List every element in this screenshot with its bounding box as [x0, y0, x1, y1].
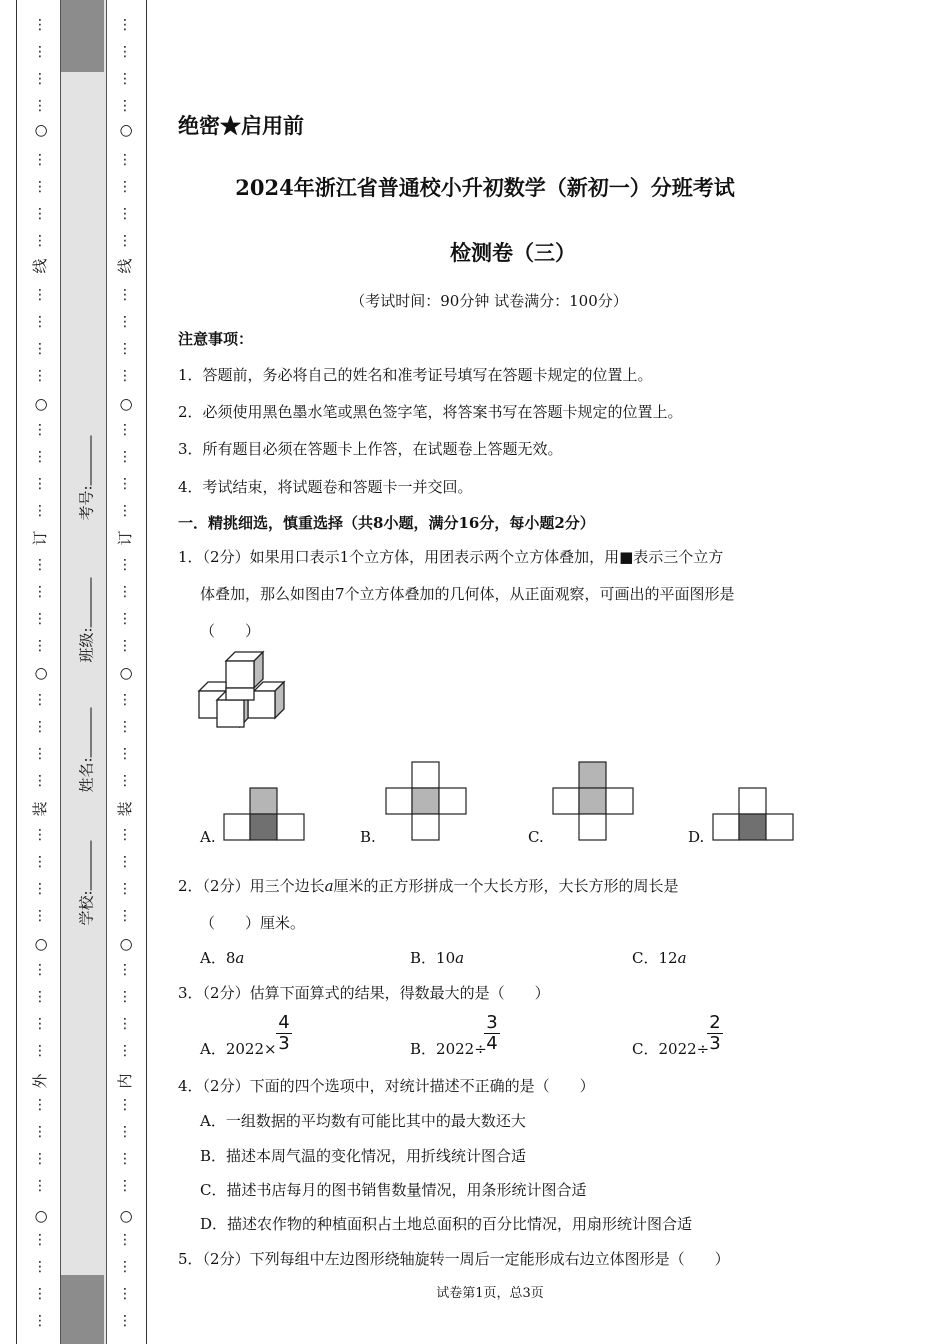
cut-line-dots: ⋮: [118, 422, 132, 438]
q1-option-d-figure: [712, 787, 794, 841]
q3-fraction-a: $\frac{4}{3}$: [276, 1013, 292, 1054]
cut-line-dots: ⋮: [33, 1286, 47, 1302]
page-title-line2: 检测卷（三）: [450, 240, 576, 265]
cut-circle-marker: ○: [116, 1210, 134, 1224]
q3-fraction-c: $\frac{2}{3}$: [707, 1013, 723, 1054]
cut-line-dots: ⋮: [118, 638, 132, 654]
q1-option-c-label[interactable]: C.: [528, 828, 544, 846]
cut-line-dots: ⋮: [33, 341, 47, 357]
cut-line-label: 装: [31, 801, 49, 817]
q1-option-b-label[interactable]: B.: [360, 828, 376, 846]
cut-line-dots: ⋮: [33, 1097, 47, 1113]
class-label: 班级:: [77, 627, 96, 663]
cut-line-dots: ⋮: [33, 773, 47, 789]
cut-line-dots: ⋮: [118, 179, 132, 195]
q3-fraction-b: $\frac{3}{4}$: [484, 1013, 500, 1054]
cut-line-label: 内: [116, 1073, 134, 1089]
q3-option-b[interactable]: B．2022÷: [410, 1040, 487, 1058]
cut-line-dots: ⋮: [118, 719, 132, 735]
question-1-blank: （ ）: [200, 622, 261, 640]
cut-circle-marker: ○: [31, 398, 49, 412]
cut-circle-marker: ○: [31, 1210, 49, 1224]
cut-line-dots: ⋮: [118, 44, 132, 60]
cut-line-dots: ⋮: [118, 368, 132, 384]
cut-line-dots: ⋮: [33, 881, 47, 897]
cut-line-dots: ⋮: [118, 692, 132, 708]
cut-line-dots: ⋮: [118, 827, 132, 843]
cut-line-dots: ⋮: [33, 287, 47, 303]
q4-option-a[interactable]: A．一组数据的平均数有可能比其中的最大数还大: [200, 1112, 526, 1130]
question-2-text: 2．（2分）用三个边长a厘米的正方形拼成一个大长方形，大长方形的周长是: [178, 877, 679, 895]
cut-line-dots: ⋮: [118, 1151, 132, 1167]
q2-option-b[interactable]: B．10a: [410, 949, 465, 967]
note-item: 3．所有题目必须在答题卡上作答，在试题卷上答题无效。: [178, 440, 563, 458]
exam-number-field[interactable]: [76, 441, 97, 521]
question-1-text-2: 体叠加，那么如图由7个立方体叠加的几何体，从正面观察，可画出的平面图形是: [200, 585, 735, 603]
question-1-text: 1．（2分）如果用口表示1个立方体，用团表示两个立方体叠加，用■表示三个立方: [178, 548, 724, 566]
cut-line-dots: ⋮: [33, 503, 47, 519]
cut-line-dots: ⋮: [33, 179, 47, 195]
cut-line-dots: ⋮: [33, 638, 47, 654]
cut-line-dots: ⋮: [118, 1016, 132, 1032]
note-item: 2．必须使用黑色墨水笔或黑色签字笔，将答案书写在答题卡规定的位置上。: [178, 403, 683, 421]
cut-line-label: 订: [31, 530, 49, 546]
question-3-text: 3．（2分）估算下面算式的结果，得数最大的是（ ）: [178, 984, 550, 1002]
notes-heading: 注意事项：: [178, 330, 254, 348]
cut-line-dots: ⋮: [33, 719, 47, 735]
q2-option-c[interactable]: C．12a: [632, 949, 687, 967]
section-heading: 一．精挑细选，慎重选择（共8小题，满分16分，每小题2分）: [178, 514, 595, 532]
note-item: 4．考试结束，将试题卷和答题卡一并交回。: [178, 478, 473, 496]
cut-line-dots: ⋮: [33, 989, 47, 1005]
cut-line-dots: ⋮: [33, 71, 47, 87]
cut-line-dots: ⋮: [118, 989, 132, 1005]
cut-line-dots: ⋮: [118, 1232, 132, 1248]
q4-option-d[interactable]: D．描述农作物的种植面积占土地总面积的百分比情况，用扇形统计图合适: [200, 1215, 693, 1233]
cut-line-dots: ⋮: [33, 422, 47, 438]
q2-option-a[interactable]: A．8a: [200, 949, 245, 967]
cut-line-dots: ⋮: [33, 44, 47, 60]
cut-line-dots: ⋮: [33, 1124, 47, 1140]
page-title: 2024年浙江省普通校小升初数学（新初一）分班考试: [235, 175, 735, 200]
cut-line-dots: ⋮: [118, 98, 132, 114]
cut-line-dots: ⋮: [118, 1286, 132, 1302]
cut-circle-marker: ○: [31, 938, 49, 952]
q1-option-c-figure: [552, 761, 634, 841]
cut-line-dots: ⋮: [33, 1259, 47, 1275]
cut-line-dots: ⋮: [33, 827, 47, 843]
cut-line-dots: ⋮: [118, 962, 132, 978]
cube-stack-figure: [195, 648, 290, 728]
secret-label: 绝密★启用前: [178, 113, 304, 138]
q4-option-b[interactable]: B．描述本周气温的变化情况，用折线统计图合适: [200, 1147, 527, 1165]
question-2-text-2: （ ）厘米。: [200, 914, 306, 932]
cut-line-dots: ⋮: [118, 314, 132, 330]
page-footer: 试卷第1页，总3页: [436, 1286, 544, 1301]
name-field[interactable]: [76, 713, 97, 793]
cut-line-dots: ⋮: [118, 1178, 132, 1194]
binding-block-top: [61, 0, 104, 72]
q1-option-a-figure: [223, 787, 305, 841]
cut-line-dots: ⋮: [118, 773, 132, 789]
cut-line-dots: ⋮: [118, 233, 132, 249]
cut-line-dots: ⋮: [33, 584, 47, 600]
q3-option-c[interactable]: C．2022÷: [632, 1040, 710, 1058]
cut-line-dots: ⋮: [33, 1043, 47, 1059]
cut-line-dots: ⋮: [118, 287, 132, 303]
cut-line-label: 订: [116, 530, 134, 546]
cut-line-dots: ⋮: [33, 1178, 47, 1194]
cut-line-dots: ⋮: [33, 233, 47, 249]
cut-line-dots: ⋮: [118, 584, 132, 600]
cut-line-dots: ⋮: [118, 1043, 132, 1059]
note-item: 1．答题前，务必将自己的姓名和准考证号填写在答题卡规定的位置上。: [178, 366, 653, 384]
cut-line-dots: ⋮: [118, 503, 132, 519]
cut-circle-marker: ○: [116, 398, 134, 412]
cut-line-dots: ⋮: [118, 1097, 132, 1113]
cut-line-dots: ⋮: [118, 746, 132, 762]
cut-line-dots: ⋮: [33, 152, 47, 168]
cut-line-dots: ⋮: [118, 1259, 132, 1275]
q3-option-a[interactable]: A．2022×: [200, 1040, 277, 1058]
variable-a: a: [324, 877, 334, 895]
cut-line-dots: ⋮: [33, 557, 47, 573]
cut-line-dots: ⋮: [118, 1124, 132, 1140]
exam-number-label: 考号:: [77, 485, 96, 521]
exam-subtitle: （考试时间：90分钟 试卷满分：100分）: [350, 292, 628, 310]
q1-option-b-figure: [385, 761, 467, 841]
school-label: 学校:: [77, 890, 96, 926]
cut-line-dots: ⋮: [33, 611, 47, 627]
cut-line-label: 线: [31, 258, 49, 274]
cut-line-dots: ⋮: [33, 476, 47, 492]
cube-front-face: [226, 661, 254, 688]
cut-line-dots: ⋮: [33, 1313, 47, 1329]
cut-line-dots: ⋮: [33, 1016, 47, 1032]
cut-line-dots: ⋮: [118, 908, 132, 924]
cut-line-dots: ⋮: [33, 368, 47, 384]
cut-line-dots: ⋮: [118, 17, 132, 33]
cut-line-dots: ⋮: [33, 314, 47, 330]
name-label: 姓名:: [77, 757, 96, 793]
cut-circle-marker: ○: [116, 124, 134, 138]
cut-line-dots: ⋮: [33, 908, 47, 924]
cut-line-label: 装: [116, 801, 134, 817]
cut-circle-marker: ○: [116, 667, 134, 681]
cut-line-dots: ⋮: [33, 854, 47, 870]
cut-line-dots: ⋮: [118, 1313, 132, 1329]
cut-line-dots: ⋮: [118, 611, 132, 627]
cut-line-dots: ⋮: [118, 557, 132, 573]
cut-line-dots: ⋮: [118, 152, 132, 168]
cut-line-dots: ⋮: [33, 449, 47, 465]
cut-circle-marker: ○: [31, 667, 49, 681]
class-field[interactable]: [76, 583, 97, 663]
cut-circle-marker: ○: [116, 938, 134, 952]
cut-line-dots: ⋮: [118, 881, 132, 897]
cut-line-dots: ⋮: [33, 1151, 47, 1167]
cut-line-dots: ⋮: [33, 98, 47, 114]
cut-circle-marker: ○: [31, 124, 49, 138]
cut-line-dots: ⋮: [33, 746, 47, 762]
question-4-text: 4．（2分）下面的四个选项中，对统计描述不正确的是（ ）: [178, 1077, 595, 1095]
cut-line-dots: ⋮: [33, 962, 47, 978]
q1-option-d-label[interactable]: D.: [688, 828, 705, 846]
cut-line-label: 线: [116, 258, 134, 274]
cut-line-dots: ⋮: [118, 71, 132, 87]
cut-line-dots: ⋮: [118, 854, 132, 870]
cut-line-dots: ⋮: [118, 449, 132, 465]
q4-option-c[interactable]: C．描述书店每月的图书销售数量情况，用条形统计图合适: [200, 1181, 587, 1199]
cut-line-dots: ⋮: [33, 206, 47, 222]
cut-line-dots: ⋮: [118, 476, 132, 492]
q1-option-a-label[interactable]: A.: [200, 828, 216, 846]
cut-line-dots: ⋮: [33, 692, 47, 708]
question-5-text: 5．（2分）下列每组中左边图形绕轴旋转一周后一定能形成右边立体图形是（ ）: [178, 1250, 730, 1268]
school-field[interactable]: [76, 846, 97, 926]
cut-line-dots: ⋮: [118, 206, 132, 222]
cut-line-dots: ⋮: [118, 341, 132, 357]
cut-line-label: 外: [31, 1073, 49, 1089]
cut-line-dots: ⋮: [33, 1232, 47, 1248]
cut-line-dots: ⋮: [33, 17, 47, 33]
